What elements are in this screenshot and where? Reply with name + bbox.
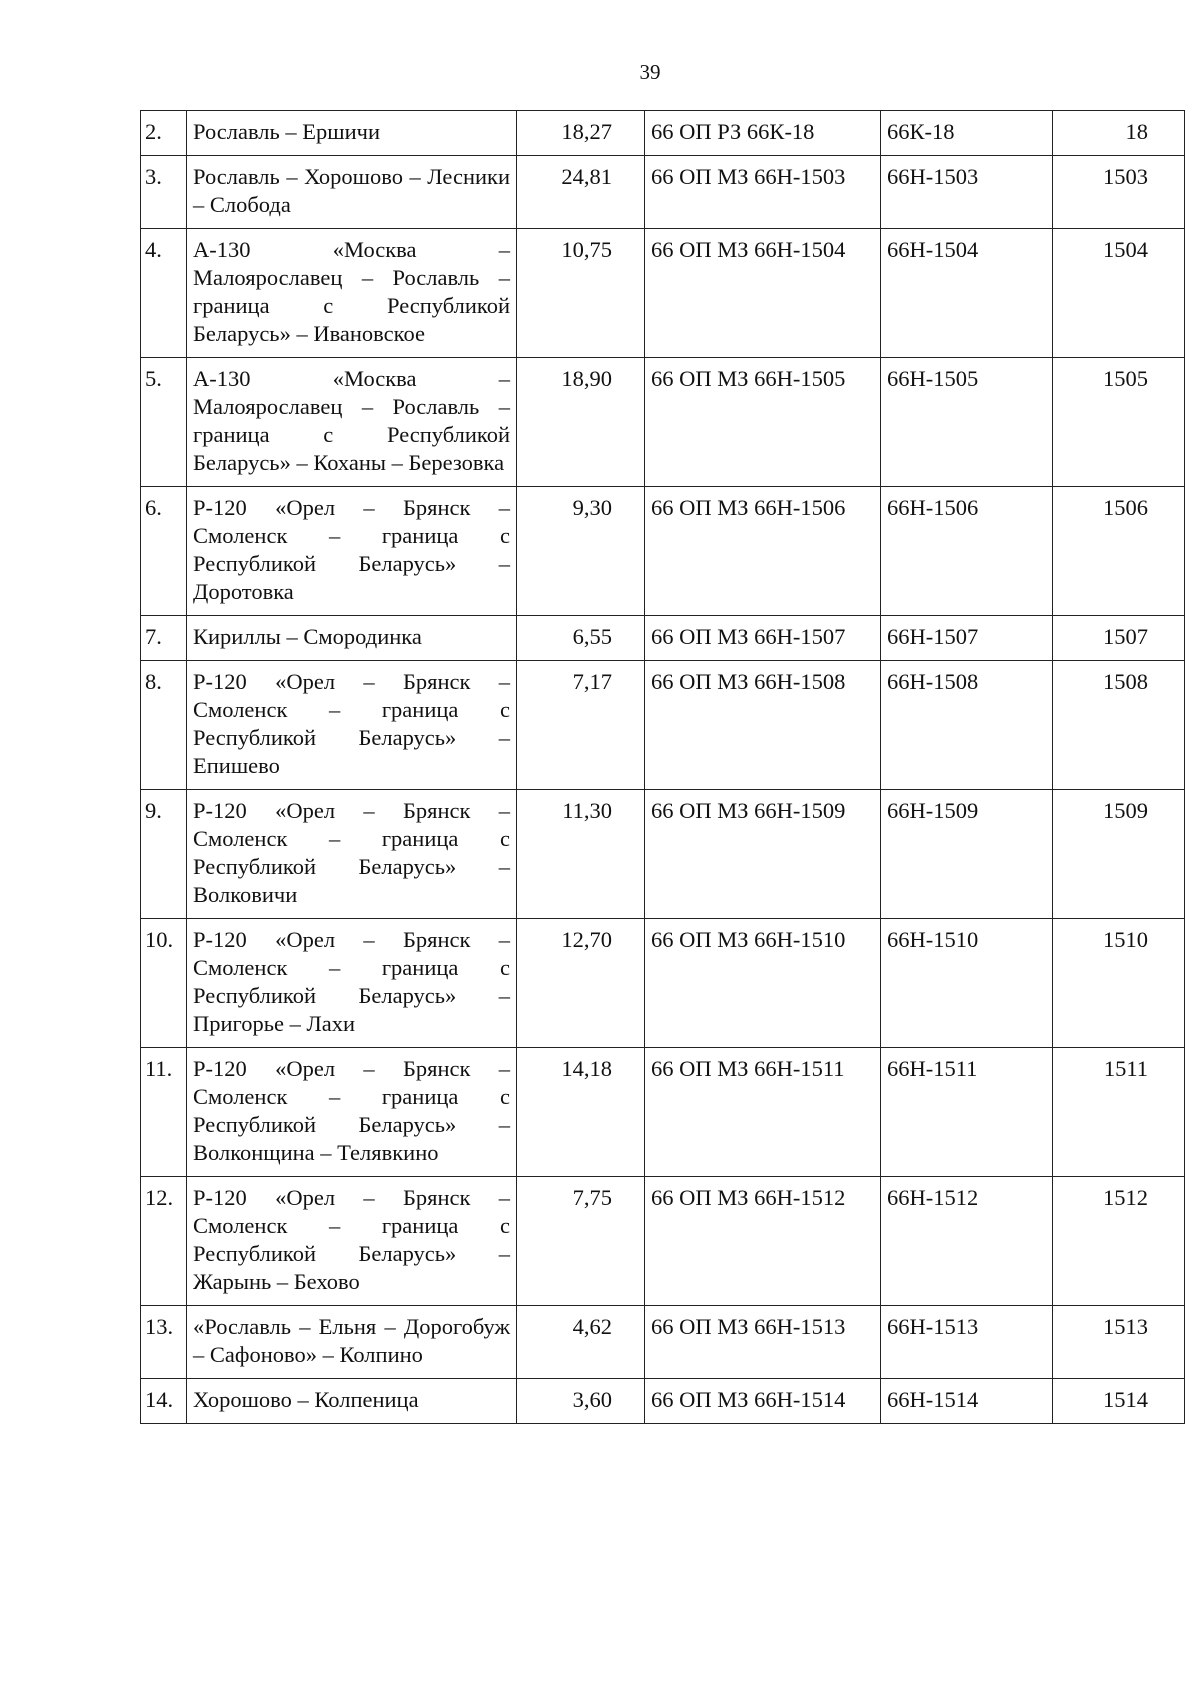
road-ordinal-cell: 1504 xyxy=(1053,229,1185,358)
road-length-cell: 24,81 xyxy=(517,156,645,229)
row-number-cell: 10. xyxy=(141,919,187,1048)
road-length-cell: 7,75 xyxy=(517,1177,645,1306)
road-short-code-cell: 66Н-1513 xyxy=(881,1306,1053,1379)
table-row xyxy=(141,156,1185,229)
row-number-cell: 8. xyxy=(141,661,187,790)
road-short-code-cell: 66Н-1503 xyxy=(881,156,1053,229)
road-id-code-cell: 66 ОП МЗ 66Н-1505 xyxy=(645,358,881,487)
road-length-cell: 18,27 xyxy=(517,111,645,156)
road-name-cell: Рославль – Хорошово – Лесники – Слобода xyxy=(187,156,517,229)
road-id-code-cell: 66 ОП РЗ 66К-18 xyxy=(645,111,881,156)
row-number-cell: 11. xyxy=(141,1048,187,1177)
road-length-cell: 14,18 xyxy=(517,1048,645,1177)
table-row xyxy=(141,1048,1185,1177)
road-short-code-cell: 66Н-1510 xyxy=(881,919,1053,1048)
road-short-code-cell: 66Н-1507 xyxy=(881,616,1053,661)
row-number-cell: 5. xyxy=(141,358,187,487)
road-id-code-cell: 66 ОП МЗ 66Н-1507 xyxy=(645,616,881,661)
row-number-cell: 12. xyxy=(141,1177,187,1306)
row-number-cell: 7. xyxy=(141,616,187,661)
table-row xyxy=(141,919,1185,1048)
road-id-code-cell: 66 ОП МЗ 66Н-1508 xyxy=(645,661,881,790)
road-name-cell: Хорошово – Колпеница xyxy=(187,1379,517,1424)
road-ordinal-cell: 1510 xyxy=(1053,919,1185,1048)
row-number-cell: 13. xyxy=(141,1306,187,1379)
table-row xyxy=(141,1177,1185,1306)
road-ordinal-cell: 1505 xyxy=(1053,358,1185,487)
road-id-code-cell: 66 ОП МЗ 66Н-1512 xyxy=(645,1177,881,1306)
road-id-code-cell: 66 ОП МЗ 66Н-1514 xyxy=(645,1379,881,1424)
road-length-cell: 9,30 xyxy=(517,487,645,616)
row-number-cell: 2. xyxy=(141,111,187,156)
road-id-code-cell: 66 ОП МЗ 66Н-1503 xyxy=(645,156,881,229)
road-short-code-cell: 66Н-1506 xyxy=(881,487,1053,616)
table-row xyxy=(141,111,1185,156)
roads-table-body xyxy=(141,111,1185,1424)
road-ordinal-cell: 1511 xyxy=(1053,1048,1185,1177)
road-short-code-cell: 66Н-1505 xyxy=(881,358,1053,487)
road-id-code-cell: 66 ОП МЗ 66Н-1513 xyxy=(645,1306,881,1379)
table-row xyxy=(141,358,1185,487)
road-ordinal-cell: 1514 xyxy=(1053,1379,1185,1424)
road-length-cell: 11,30 xyxy=(517,790,645,919)
road-length-cell: 3,60 xyxy=(517,1379,645,1424)
road-id-code-cell: 66 ОП МЗ 66Н-1510 xyxy=(645,919,881,1048)
road-name-cell: Р-120 «Орел – Брянск – Смоленск – граница с Республикой Беларусь» – Доротовка xyxy=(187,487,517,616)
road-id-code-cell: 66 ОП МЗ 66Н-1509 xyxy=(645,790,881,919)
row-number-cell: 14. xyxy=(141,1379,187,1424)
road-ordinal-cell: 1508 xyxy=(1053,661,1185,790)
road-length-cell: 4,62 xyxy=(517,1306,645,1379)
road-ordinal-cell: 1507 xyxy=(1053,616,1185,661)
road-length-cell: 10,75 xyxy=(517,229,645,358)
road-name-cell: Р-120 «Орел – Брянск – Смоленск – граница с Республикой Беларусь» – Жарынь – Бехово xyxy=(187,1177,517,1306)
table-row xyxy=(141,661,1185,790)
row-number-cell: 3. xyxy=(141,156,187,229)
road-ordinal-cell: 1506 xyxy=(1053,487,1185,616)
road-short-code-cell: 66Н-1504 xyxy=(881,229,1053,358)
road-name-cell: Р-120 «Орел – Брянск – Смоленск – граница с Республикой Беларусь» – Волковичи xyxy=(187,790,517,919)
row-number-cell: 6. xyxy=(141,487,187,616)
road-name-cell: Рославль – Ершичи xyxy=(187,111,517,156)
road-length-cell: 12,70 xyxy=(517,919,645,1048)
table-row xyxy=(141,1379,1185,1424)
road-ordinal-cell: 1513 xyxy=(1053,1306,1185,1379)
road-length-cell: 18,90 xyxy=(517,358,645,487)
road-name-cell: Р-120 «Орел – Брянск – Смоленск – граница с Республикой Беларусь» – Епишево xyxy=(187,661,517,790)
table-row xyxy=(141,229,1185,358)
road-name-cell: А-130 «Москва – Малоярославец – Рославль – граница с Республикой Беларусь» – Ивановское xyxy=(187,229,517,358)
road-id-code-cell: 66 ОП МЗ 66Н-1506 xyxy=(645,487,881,616)
road-short-code-cell: 66Н-1508 xyxy=(881,661,1053,790)
table-row xyxy=(141,790,1185,919)
road-short-code-cell: 66К-18 xyxy=(881,111,1053,156)
row-number-cell: 4. xyxy=(141,229,187,358)
road-length-cell: 7,17 xyxy=(517,661,645,790)
table-row xyxy=(141,1306,1185,1379)
road-ordinal-cell: 1512 xyxy=(1053,1177,1185,1306)
road-name-cell: А-130 «Москва – Малоярославец – Рославль – граница с Республикой Беларусь» – Коханы – Березовка xyxy=(187,358,517,487)
table-row xyxy=(141,616,1185,661)
road-name-cell: Кириллы – Смородинка xyxy=(187,616,517,661)
road-short-code-cell: 66Н-1512 xyxy=(881,1177,1053,1306)
road-name-cell: Р-120 «Орел – Брянск – Смоленск – граница с Республикой Беларусь» – Пригорье – Лахи xyxy=(187,919,517,1048)
road-short-code-cell: 66Н-1509 xyxy=(881,790,1053,919)
road-ordinal-cell: 18 xyxy=(1053,111,1185,156)
table-row xyxy=(141,487,1185,616)
road-name-cell: Р-120 «Орел – Брянск – Смоленск – граница с Республикой Беларусь» – Волконщина – Телявкино xyxy=(187,1048,517,1177)
page-number: 39 xyxy=(639,60,661,84)
road-short-code-cell: 66Н-1511 xyxy=(881,1048,1053,1177)
road-id-code-cell: 66 ОП МЗ 66Н-1504 xyxy=(645,229,881,358)
road-length-cell: 6,55 xyxy=(517,616,645,661)
road-ordinal-cell: 1509 xyxy=(1053,790,1185,919)
road-name-cell: «Рославль – Ельня – Дорогобуж – Сафоново» – Колпино xyxy=(187,1306,517,1379)
row-number-cell: 9. xyxy=(141,790,187,919)
roads-table xyxy=(140,110,1185,1424)
road-short-code-cell: 66Н-1514 xyxy=(881,1379,1053,1424)
road-id-code-cell: 66 ОП МЗ 66Н-1511 xyxy=(645,1048,881,1177)
road-ordinal-cell: 1503 xyxy=(1053,156,1185,229)
